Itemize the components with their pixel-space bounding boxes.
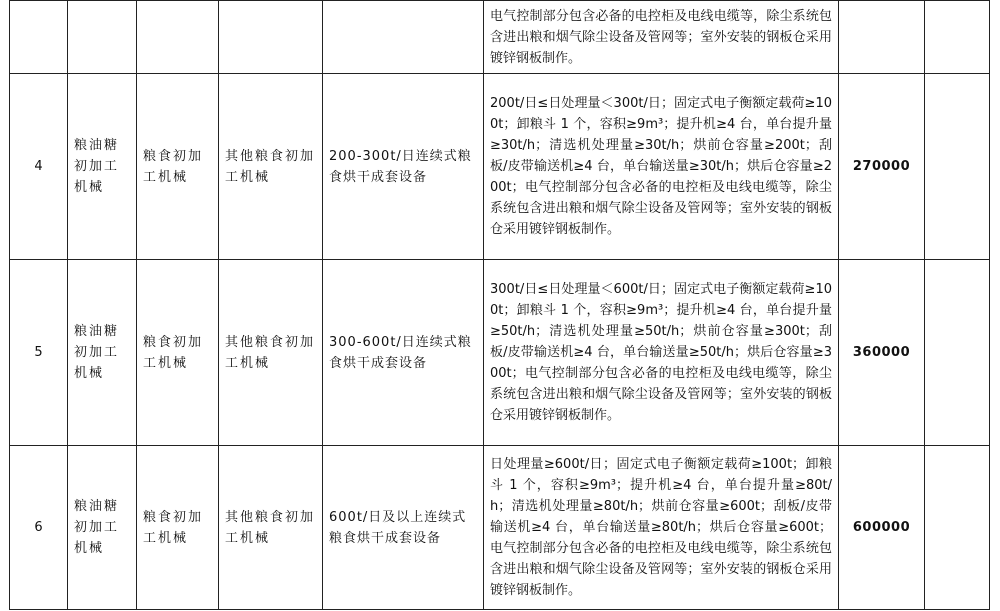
note-cell [925,74,990,260]
product-name-cell: 600t/日及以上连续式粮食烘干成套设备 [323,446,484,610]
item-cell: 其他粮食初加工机械 [219,74,323,260]
table-row [10,74,990,260]
note-cell [925,1,990,74]
category-cell: 粮油糖初加工机械 [68,74,137,260]
table-row [10,260,990,446]
subcategory-cell [137,1,219,74]
item-cell [219,1,323,74]
product-name-cell [323,1,484,74]
row-number: 4 [10,74,68,260]
table-row [10,446,990,610]
category-cell: 粮油糖初加工机械 [68,446,137,610]
subcategory-cell: 粮食初加工机械 [137,446,219,610]
amount-cell: 600000 [839,446,925,610]
row-number [10,1,68,74]
subcategory-cell: 粮食初加工机械 [137,74,219,260]
spec-cell: 300t/日≤日处理量＜600t/日；固定式电子衡额定载荷≥100t；卸粮斗 1 个，容积≥9m³；提升机≥4 台，单台提升量≥50t/h；清选机处理量≥50t/h；烘前仓容量≥300t；刮板/皮带输送机≥4 台，单台输送量≥50t/h；烘后仓容量≥300t；电气控制部分包含必备的电控柜及电线电缆等，除尘系统包含进出粮和烟气除尘设备及管网等；室外安装的钢板仓采用镀锌钢板制作。 [484,260,839,446]
item-cell: 其他粮食初加工机械 [219,446,323,610]
subcategory-cell: 粮食初加工机械 [137,260,219,446]
amount-cell: 360000 [839,260,925,446]
category-cell: 粮油糖初加工机械 [68,260,137,446]
product-name-cell: 300-600t/日连续式粮食烘干成套设备 [323,260,484,446]
amount-cell [839,1,925,74]
spec-cell: 日处理量≥600t/日；固定式电子衡额定载荷≥100t；卸粮斗 1 个，容积≥9m³；提升机≥4 台，单台提升量≥80t/h；清选机处理量≥80t/h；烘前仓容量≥600t；刮板/皮带输送机≥4 台，单台输送量≥80t/h；烘后仓容量≥600t；电气控制部分包含必备的电控柜及电线电缆等，除尘系统包含进出粮和烟气除尘设备及管网等；室外安装的钢板仓采用镀锌钢板制作。 [484,446,839,610]
product-name-cell: 200-300t/日连续式粮食烘干成套设备 [323,74,484,260]
row-number: 6 [10,446,68,610]
note-cell [925,446,990,610]
category-cell [68,1,137,74]
amount-cell: 270000 [839,74,925,260]
spec-cell: 电气控制部分包含必备的电控柜及电线电缆等，除尘系统包含进出粮和烟气除尘设备及管网等；室外安装的钢板仓采用镀锌钢板制作。 [484,1,839,74]
spec-cell: 200t/日≤日处理量＜300t/日；固定式电子衡额定载荷≥100t；卸粮斗 1 个，容积≥9m³；提升机≥4 台，单台提升量≥30t/h；清选机处理量≥30t/h；烘前仓容量≥200t；刮板/皮带输送机≥4 台，单台输送量≥30t/h；烘后仓容量≥200t；电气控制部分包含必备的电控柜及电线电缆等，除尘系统包含进出粮和烟气除尘设备及管网等；室外安装的钢板仓采用镀锌钢板制作。 [484,74,839,260]
table-row [10,1,990,74]
equipment-subsidy-table [9,0,990,610]
note-cell [925,260,990,446]
item-cell: 其他粮食初加工机械 [219,260,323,446]
row-number: 5 [10,260,68,446]
